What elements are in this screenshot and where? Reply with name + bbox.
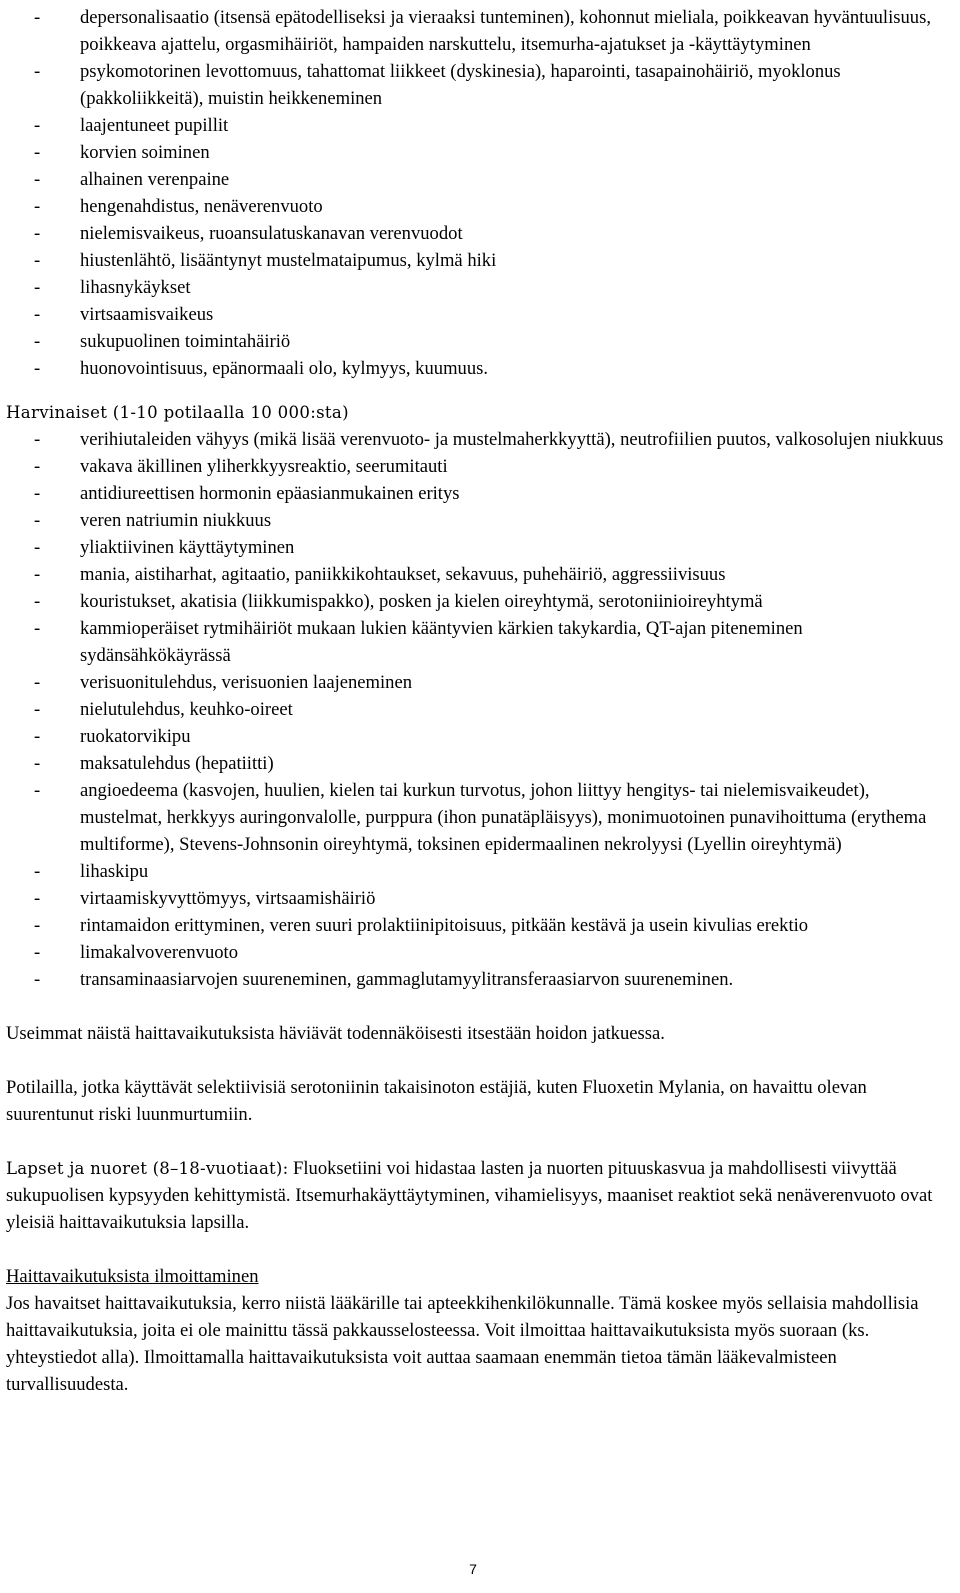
- list-dash: -: [34, 61, 41, 82]
- side-effects-list-continued: [6, 4, 952, 382]
- list-item: [6, 355, 952, 382]
- list-item-text: korvien soiminen: [80, 142, 210, 163]
- list-item: [6, 723, 952, 750]
- rare-section-heading: Harvinaiset (1-10 potilaalla 10 000:sta): [6, 403, 349, 422]
- list-item-text: ruokatorvikipu: [80, 726, 191, 747]
- list-item: [6, 247, 952, 274]
- list-dash: -: [34, 223, 41, 244]
- list-dash: -: [34, 969, 41, 990]
- paragraph-bone-fracture-risk: Potilailla, jotka käyttävät selektiivisiä serotoniinin takaisinoton estäjiä, kuten Fluoxetin Mylania, on havaittu olevan suurentunut riski luunmurtumiin.: [6, 1077, 867, 1125]
- list-item: [6, 669, 952, 696]
- list-item-text: virtaamiskyvyttömyys, virtsaamishäiriö: [80, 888, 376, 909]
- list-item-text: nielutulehdus, keuhko-oireet: [80, 699, 293, 720]
- list-item-text: verisuonitulehdus, verisuonien laajeneminen: [80, 672, 413, 693]
- list-item-text: maksatulehdus (hepatiitti): [80, 753, 274, 774]
- list-dash: -: [34, 537, 41, 558]
- list-item: [6, 966, 952, 993]
- list-item: [6, 615, 952, 669]
- reporting-body: Jos havaitset haittavaikutuksia, kerro niistä lääkärille tai apteekkihenkilökunnalle. Tämä koskee myös sellaisia mahdollisia haittavaikutuksia, joita ei ole mainittu tässä pakkausselosteessa. Voit ilmoittaa haittavaikutuksista myös suoraan (ks. yhteystiedot alla). Ilmoittamalla haittavaikutuksista voit auttaa saamaan enemmän tietoa tämän lääkevalmisteen turvallisuudesta.: [6, 1293, 919, 1395]
- children-lead-label: Lapset ja nuoret (8–18-vuotiaat):: [6, 1159, 289, 1178]
- list-dash: -: [34, 618, 41, 639]
- list-item-text: verihiutaleiden vähyys (mikä lisää verenvuoto- ja mustelmaherkkyyttä), neutrofiilien puutos, valkosolujen niukkuus: [80, 429, 944, 450]
- list-dash: -: [34, 429, 41, 450]
- list-item-text: limakalvoverenvuoto: [80, 942, 239, 963]
- list-item: [6, 58, 952, 112]
- list-item: [6, 139, 952, 166]
- paragraph-children-adolescents: [6, 1155, 952, 1236]
- list-dash: -: [34, 456, 41, 477]
- list-dash: -: [34, 510, 41, 531]
- list-item: [6, 480, 952, 507]
- list-item: [6, 328, 952, 355]
- list-item: [6, 588, 952, 615]
- list-item: [6, 166, 952, 193]
- list-item-text: hiustenlähtö, lisääntynyt mustelmataipumus, kylmä hiki: [80, 250, 497, 271]
- list-dash: -: [34, 358, 41, 379]
- list-dash: -: [34, 780, 41, 801]
- list-dash: -: [34, 196, 41, 217]
- list-item: [6, 4, 952, 58]
- list-item: [6, 750, 952, 777]
- list-item-text: veren natriumin niukkuus: [80, 510, 272, 531]
- list-item: [6, 453, 952, 480]
- list-item: [6, 858, 952, 885]
- list-item: [6, 301, 952, 328]
- list-item-text: hengenahdistus, nenäverenvuoto: [80, 196, 323, 217]
- list-dash: -: [34, 115, 41, 136]
- list-dash: -: [34, 169, 41, 190]
- list-item-text: lihaskipu: [80, 861, 149, 882]
- list-item-text: laajentuneet pupillit: [80, 115, 229, 136]
- list-dash: -: [34, 142, 41, 163]
- list-dash: -: [34, 672, 41, 693]
- children-body-text: Fluoksetiini voi hidastaa lasten ja nuorten pituuskasvua ja mahdollisesti viivyttää sukupuolisen kypsyyden kehittymistä. Itsemurhakäyttäytyminen, vihamielisyys, maaniset reaktiot sekä nenäverenvuoto ovat yleisiä haittavaikutuksia lapsilla.: [6, 1158, 933, 1233]
- list-item-text: nielemisvaikeus, ruoansulatuskanavan verenvuodot: [80, 223, 463, 244]
- list-item-text: depersonalisaatio (itsensä epätodelliseksi ja vieraaksi tunteminen), kohonnut mieliala, poikkeavan hyväntuulisuus, poikkeava ajattelu, orgasmihäiriöt, hampaiden narskuttelu, itsemurha-ajatukset ja -käyttäytyminen: [80, 7, 931, 55]
- list-item: [6, 885, 952, 912]
- list-item: [6, 696, 952, 723]
- list-dash: -: [34, 726, 41, 747]
- list-dash: -: [34, 483, 41, 504]
- list-dash: -: [34, 277, 41, 298]
- list-item: [6, 534, 952, 561]
- reporting-heading: Haittavaikutuksista ilmoittaminen: [6, 1266, 259, 1287]
- list-item-text: lihasnykäykset: [80, 277, 191, 298]
- list-item-text: kouristukset, akatisia (liikkumispakko), posken ja kielen oireyhtymä, serotoniinioireyhtymä: [80, 591, 763, 612]
- list-item-text: rintamaidon erittyminen, veren suuri prolaktiinipitoisuus, pitkään kestävä ja usein kivulias erektio: [80, 915, 809, 936]
- list-dash: -: [34, 564, 41, 585]
- list-item-text: psykomotorinen levottomuus, tahattomat liikkeet (dyskinesia), haparointi, tasapainohäiriö, myoklonus (pakkoliikkeitä), muistin heikkeneminen: [80, 61, 841, 109]
- list-dash: -: [34, 331, 41, 352]
- list-item: [6, 561, 952, 588]
- list-item: [6, 112, 952, 139]
- list-item: [6, 220, 952, 247]
- list-dash: -: [34, 861, 41, 882]
- list-dash: -: [34, 7, 41, 28]
- page-number: 7: [469, 1561, 477, 1577]
- list-dash: -: [34, 888, 41, 909]
- paragraph-side-effects-disappear: Useimmat näistä haittavaikutuksista häviävät todennäköisesti itsestään hoidon jatkuessa.: [6, 1023, 665, 1044]
- list-dash: -: [34, 591, 41, 612]
- list-dash: -: [34, 915, 41, 936]
- list-item: [6, 426, 952, 453]
- list-dash: -: [34, 753, 41, 774]
- list-item-text: transaminaasiarvojen suureneminen, gammaglutamyylitransferaasiarvon suureneminen.: [80, 969, 734, 990]
- list-item-text: antidiureettisen hormonin epäasianmukainen eritys: [80, 483, 460, 504]
- list-dash: -: [34, 304, 41, 325]
- page-content: [6, 4, 952, 1398]
- list-item-text: huonovointisuus, epänormaali olo, kylmyys, kuumuus.: [80, 358, 489, 379]
- list-dash: -: [34, 250, 41, 271]
- list-item: [6, 912, 952, 939]
- list-item: [6, 193, 952, 220]
- list-item: [6, 274, 952, 301]
- rare-side-effects-list: [6, 426, 952, 993]
- list-item: [6, 939, 952, 966]
- list-item-text: virtsaamisvaikeus: [80, 304, 214, 325]
- list-dash: -: [34, 942, 41, 963]
- list-item-text: kammioperäiset rytmihäiriöt mukaan lukien kääntyvien kärkien takykardia, QT-ajan piteneminen sydänsähkökäyrässä: [80, 618, 803, 666]
- list-dash: -: [34, 699, 41, 720]
- list-item: [6, 507, 952, 534]
- list-item: [6, 777, 952, 858]
- list-item-text: alhainen verenpaine: [80, 169, 230, 190]
- list-item-text: angioedeema (kasvojen, huulien, kielen tai kurkun turvotus, johon liittyy hengitys- tai nielemisvaikeudet), mustelmat, herkkyys auringonvalolle, purppura (ihon punatäpläisyys), monimuotoinen punavihoittuma (erythema multiforme), Stevens-Johnsonin oireyhtymä, toksinen epidermaalinen nekrolyysi (Lyellin oireyhtymä): [80, 780, 927, 855]
- list-item-text: yliaktiivinen käyttäytyminen: [80, 537, 295, 558]
- list-item-text: sukupuolinen toimintahäiriö: [80, 331, 291, 352]
- list-item-text: vakava äkillinen yliherkkyysreaktio, seerumitauti: [80, 456, 448, 477]
- list-item-text: mania, aistiharhat, agitaatio, paniikkikohtaukset, sekavuus, puhehäiriö, aggressiivisuus: [80, 564, 726, 585]
